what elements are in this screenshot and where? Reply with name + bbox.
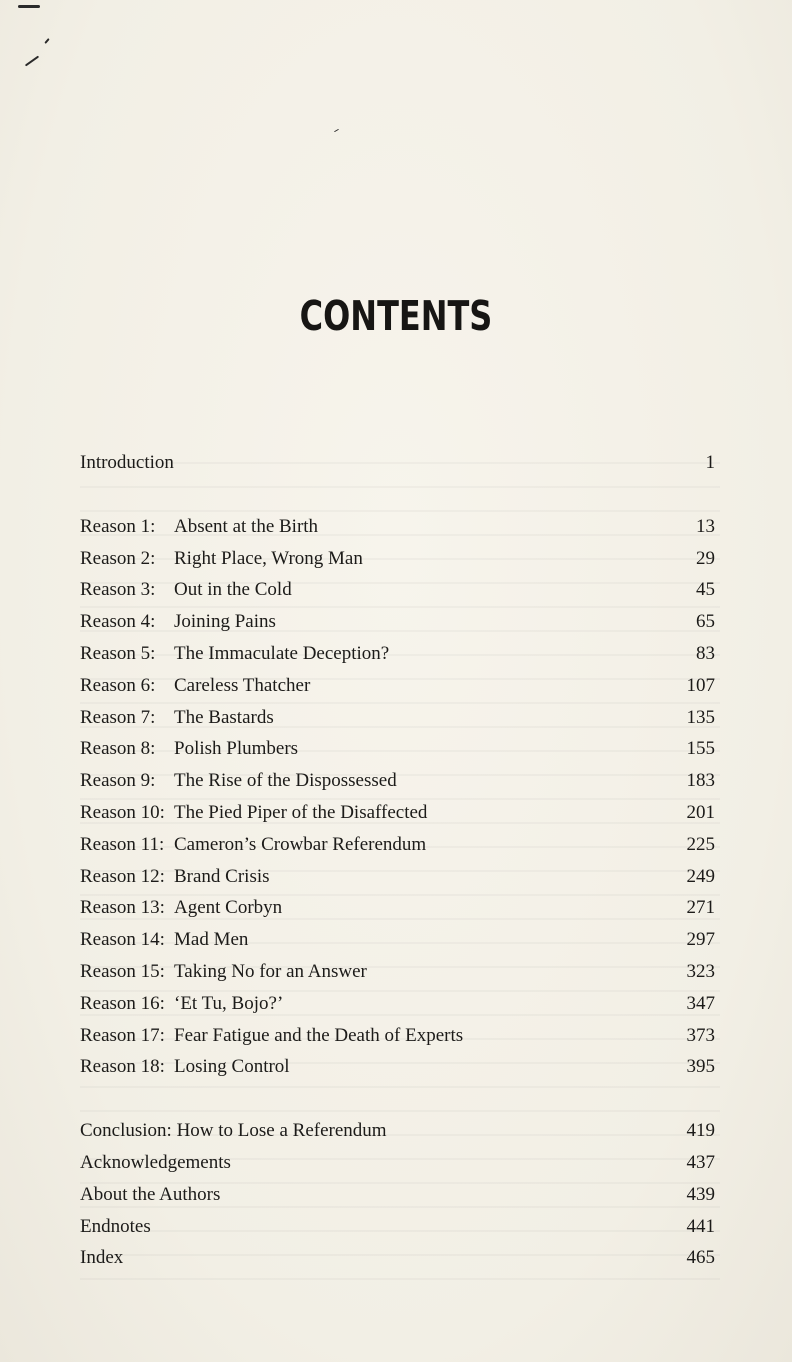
toc-entry-label: Reason 9: [80,770,156,792]
toc-entry-title: The Rise of the Dispossessed [174,770,397,792]
toc-entry-reason[interactable] [80,1023,715,1055]
toc-entry-title: Right Place, Wrong Man [174,547,363,569]
toc-entry-page: 83 [696,642,715,664]
toc-entry-title: Polish Plumbers [174,738,299,760]
toc-entry-page: 297 [686,929,715,951]
toc-entry-page: 395 [686,1056,715,1078]
toc-entry-reason[interactable] [80,705,715,737]
toc-entry-title: Brand Crisis [174,865,270,887]
reasons-list [80,514,715,1086]
toc-entry-reason[interactable] [80,1054,715,1086]
toc-entry-page: 13 [696,515,715,537]
toc-entry-page: 29 [696,547,715,569]
toc-entry-reason[interactable] [80,927,715,959]
toc-entry-label: Reason 16: [80,992,165,1014]
toc-entry-title: Losing Control [174,1056,290,1078]
toc-entry-reason[interactable] [80,959,715,991]
toc-entry-page: 271 [686,897,715,919]
toc-entry-label: Reason 2: [80,547,156,569]
toc-entry-label: Reason 3: [80,579,156,601]
back-matter-list [80,1118,715,1277]
toc-entry-reason[interactable] [80,514,715,546]
toc-entry-title: Endnotes [80,1215,151,1237]
toc-entry-page: 201 [686,801,715,823]
toc-entry-page: 135 [686,706,715,728]
toc-entry-title: Index [80,1247,124,1269]
toc-entry-title: The Immaculate Deception? [174,642,390,664]
toc-entry-reason[interactable] [80,895,715,927]
toc-entry-title: ‘Et Tu, Bojo?’ [174,992,284,1014]
toc-entry-label: Reason 18: [80,1056,165,1078]
toc-entry-back-matter[interactable] [80,1245,715,1277]
toc-entry-label: Reason 12: [80,865,165,887]
toc-entry-title: Careless Thatcher [174,674,311,696]
toc-entry-label: Reason 13: [80,897,165,919]
toc-entry-page: 183 [686,770,715,792]
toc-entry-page: 45 [696,579,715,601]
toc-entry-reason[interactable] [80,864,715,896]
toc-entry-reason[interactable] [80,577,715,609]
toc-entry-label: Reason 11: [80,833,165,855]
ink-speck [25,56,39,67]
toc-entry-back-matter[interactable] [80,1150,715,1182]
ink-speck [44,38,49,44]
toc-entry-label: Reason 5: [80,642,156,664]
toc-entry-page: 65 [696,611,715,633]
toc-entry-label: Reason 15: [80,960,165,982]
toc-entry-page: 225 [686,833,715,855]
toc-entry-title: Out in the Cold [174,579,292,601]
toc-entry-page: 465 [686,1247,715,1269]
toc-entry-page: 107 [686,674,715,696]
toc-entry-back-matter[interactable] [80,1182,715,1214]
toc-entry-title: About the Authors [80,1183,221,1205]
toc-entry-page: 419 [686,1120,715,1142]
toc-entry-reason[interactable] [80,673,715,705]
toc-entry-page: 373 [686,1024,715,1046]
toc-entry-reason[interactable] [80,768,715,800]
toc-entry-title: Fear Fatigue and the Death of Experts [174,1024,464,1046]
toc-entry-reason[interactable] [80,800,715,832]
table-of-contents [80,450,715,1277]
toc-entry-page: 323 [686,960,715,982]
toc-entry-page: 441 [686,1215,715,1237]
toc-entry-page: 347 [686,992,715,1014]
toc-entry-page: 249 [686,865,715,887]
toc-entry-reason[interactable] [80,832,715,864]
toc-entry-title: Absent at the Birth [174,515,319,537]
ink-speck [18,5,40,8]
toc-entry-title: The Bastards [174,706,274,728]
toc-entry-reason[interactable] [80,641,715,673]
toc-entry-title: Joining Pains [174,611,276,633]
toc-entry-label: Reason 6: [80,674,156,696]
page-title: CONTENTS [299,292,493,340]
toc-entry-label: Reason 4: [80,611,156,633]
toc-entry-page: 437 [686,1151,715,1173]
toc-entry-back-matter[interactable] [80,1118,715,1150]
toc-entry-title: Conclusion: How to Lose a Referendum [80,1120,387,1142]
toc-entry-label: Reason 14: [80,929,165,951]
ink-speck [334,129,339,132]
toc-entry-reason[interactable] [80,991,715,1023]
toc-entry-page: 439 [686,1183,715,1205]
toc-entry-label: Reason 17: [80,1024,165,1046]
toc-entry-title: Introduction [80,452,174,473]
toc-entry-title: The Pied Piper of the Disaffected [174,801,428,823]
toc-entry-title: Taking No for an Answer [174,960,367,982]
toc-entry-reason[interactable] [80,609,715,641]
toc-entry-introduction[interactable] [80,450,715,482]
toc-entry-reason[interactable] [80,546,715,578]
toc-entry-label: Reason 8: [80,738,156,760]
toc-entry-title: Mad Men [174,929,249,951]
toc-entry-title: Acknowledgements [80,1151,231,1173]
toc-entry-reason[interactable] [80,736,715,768]
toc-entry-label: Reason 1: [80,515,156,537]
toc-entry-back-matter[interactable] [80,1214,715,1246]
toc-entry-page: 1 [705,452,715,473]
toc-entry-title: Agent Corbyn [174,897,283,919]
toc-entry-label: Reason 10: [80,801,165,823]
toc-entry-title: Cameron’s Crowbar Referendum [174,833,427,855]
toc-entry-label: Reason 7: [80,706,156,728]
toc-entry-page: 155 [686,738,715,760]
